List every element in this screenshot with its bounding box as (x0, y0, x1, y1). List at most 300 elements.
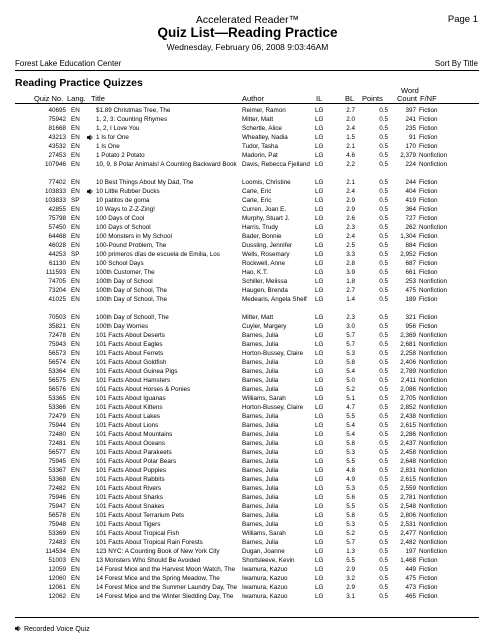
book-level: 2.9 (346, 584, 355, 591)
quiz-points: 0.5 (379, 395, 388, 402)
quiz-number: 56574 (48, 359, 66, 366)
word-count: 262 (405, 224, 416, 231)
quiz-title: 14 Forest Mice and the Summer Laundry Day, The (96, 584, 238, 591)
quiz-number: 75947 (48, 503, 66, 510)
fiction-type: Nonfiction (419, 359, 448, 366)
quiz-title: 100th Day Worries (96, 323, 149, 330)
book-level: 1.4 (346, 296, 355, 303)
table-row (0, 475, 495, 484)
quiz-number: 53365 (48, 395, 66, 402)
quiz-author: Barnes, Julia (242, 467, 279, 474)
book-level: 5.6 (346, 494, 355, 501)
quiz-points: 0.5 (379, 566, 388, 573)
fiction-type: Fiction (419, 260, 438, 267)
interest-level: LG (315, 404, 324, 411)
quiz-title: 100th Day of School (96, 278, 153, 285)
quiz-number: 81668 (48, 125, 66, 132)
quiz-points: 0.5 (379, 422, 388, 429)
book-level: 1.8 (346, 278, 355, 285)
col-fnf: F/NF (420, 94, 437, 103)
quiz-lang: EN (71, 458, 80, 465)
quiz-points: 0.5 (379, 467, 388, 474)
quiz-author: Barnes, Julia (242, 341, 279, 348)
quiz-points: 0.5 (379, 359, 388, 366)
quiz-points: 0.5 (379, 269, 388, 276)
quiz-number: 53368 (48, 476, 66, 483)
interest-level: LG (315, 440, 324, 447)
book-level: 3.1 (346, 593, 355, 600)
interest-level: LG (315, 386, 324, 393)
sort-label: Sort By Title (434, 59, 478, 68)
quiz-points: 0.5 (379, 197, 388, 204)
legend (15, 624, 90, 633)
quiz-number: 111593 (45, 269, 66, 276)
quiz-lang: EN (71, 125, 80, 132)
fiction-type: Nonfiction (419, 332, 448, 339)
table-row (0, 214, 495, 223)
quiz-points: 0.5 (379, 485, 388, 492)
fiction-type: Fiction (419, 134, 438, 141)
book-level: 5.3 (346, 485, 355, 492)
quiz-lang: EN (71, 539, 80, 546)
fiction-type: Fiction (419, 197, 438, 204)
quiz-lang: EN (71, 143, 80, 150)
interest-level: LG (315, 431, 324, 438)
quiz-number: 75946 (48, 494, 66, 501)
word-count: 2,531 (400, 521, 416, 528)
table-row (0, 430, 495, 439)
word-count: 2,437 (400, 440, 416, 447)
word-count: 2,369 (400, 332, 416, 339)
book-level: 2.9 (346, 566, 355, 573)
quiz-lang: EN (71, 188, 80, 195)
table-row (0, 259, 495, 268)
quiz-lang: EN (71, 350, 80, 357)
quiz-points: 0.5 (379, 287, 388, 294)
quiz-number: 12059 (48, 566, 66, 573)
quiz-title: 100 School Days (96, 260, 144, 267)
quiz-title: 100th Day of School, The (96, 296, 167, 303)
fiction-type: Nonfiction (419, 548, 448, 555)
book-level: 5.4 (346, 422, 355, 429)
fiction-type: Fiction (419, 296, 438, 303)
quiz-lang: EN (71, 341, 80, 348)
table-row (0, 466, 495, 475)
quiz-number: 74705 (48, 278, 66, 285)
interest-level: LG (315, 206, 324, 213)
fiction-type: Fiction (419, 242, 438, 249)
quiz-lang: SP (71, 197, 80, 204)
book-level: 2.9 (346, 197, 355, 204)
quiz-lang: EN (71, 332, 80, 339)
table-row (0, 574, 495, 583)
word-count: 2,548 (400, 503, 416, 510)
fiction-type: Nonfiction (419, 476, 448, 483)
quiz-number: 75942 (48, 116, 66, 123)
quiz-lang: EN (71, 359, 80, 366)
quiz-lang: EN (71, 593, 80, 600)
table-row (0, 331, 495, 340)
table-row (0, 538, 495, 547)
table-row (0, 439, 495, 448)
quiz-number: 72478 (48, 332, 66, 339)
book-level: 2.0 (346, 116, 355, 123)
quiz-number: 72481 (48, 440, 66, 447)
quiz-points: 0.5 (379, 476, 388, 483)
quiz-lang: EN (71, 179, 80, 186)
book-level: 3.3 (346, 251, 355, 258)
word-count: 321 (405, 314, 416, 321)
quiz-lang: EN (71, 584, 80, 591)
book-level: 5.7 (346, 332, 355, 339)
fiction-type: Fiction (419, 593, 438, 600)
word-count: 2,681 (400, 341, 416, 348)
table-row (0, 151, 495, 160)
quiz-number: 75798 (48, 215, 66, 222)
quiz-author: Dugan, Joanne (242, 548, 285, 555)
interest-level: LG (315, 251, 324, 258)
book-level: 5.3 (346, 350, 355, 357)
interest-level: LG (315, 449, 324, 456)
table-row (0, 565, 495, 574)
book-level: 5.8 (346, 440, 355, 447)
book-level: 5.8 (346, 512, 355, 519)
quiz-number: 75948 (48, 521, 66, 528)
quiz-number: 103833 (44, 188, 66, 195)
quiz-author: Madorin, Pat (242, 152, 278, 159)
quiz-lang: EN (71, 449, 80, 456)
quiz-points: 0.5 (379, 215, 388, 222)
quiz-author: Barnes, Julia (242, 539, 279, 546)
table-row (0, 268, 495, 277)
quiz-author: Iwamura, Kazuo (242, 584, 288, 591)
table-row (0, 223, 495, 232)
report-datetime: Wednesday, February 06, 2008 9:03:46AM (166, 42, 329, 52)
quiz-points: 0.5 (379, 521, 388, 528)
quiz-number: 56577 (48, 449, 66, 456)
quiz-points: 0.5 (379, 107, 388, 114)
quiz-points: 0.5 (379, 350, 388, 357)
table-row (0, 421, 495, 430)
quiz-points: 0.5 (379, 593, 388, 600)
word-count: 2,379 (400, 152, 416, 159)
interest-level: LG (315, 233, 324, 240)
interest-level: LG (315, 179, 324, 186)
interest-level: LG (315, 377, 324, 384)
quiz-number: 12060 (48, 575, 66, 582)
interest-level: LG (315, 143, 324, 150)
quiz-lang: EN (71, 512, 80, 519)
quiz-number: 103833 (44, 197, 66, 204)
section-title: Reading Practice Quizzes (15, 77, 143, 89)
table-row (0, 133, 495, 142)
word-count: 2,806 (400, 512, 416, 519)
book-level: 2.7 (346, 287, 355, 294)
word-count: 2,411 (400, 377, 416, 384)
quiz-title: 101 Facts About Eagles (96, 341, 163, 348)
fiction-type: Nonfiction (419, 449, 448, 456)
quiz-author: Schiller, Melissa (242, 278, 288, 285)
quiz-title: $1.89 Christmas Tree, The (96, 107, 171, 114)
table-row (0, 385, 495, 394)
word-count: 244 (405, 179, 416, 186)
fiction-type: Nonfiction (419, 422, 448, 429)
quiz-points: 0.5 (379, 278, 388, 285)
quiz-points: 0.5 (379, 368, 388, 375)
quiz-title: 101 Facts About Deserts (96, 332, 165, 339)
word-count: 2,781 (400, 494, 416, 501)
fiction-type: Nonfiction (419, 224, 448, 231)
quiz-points: 0.5 (379, 386, 388, 393)
quiz-author: Wells, Rosemary (242, 251, 290, 258)
table-row (0, 547, 495, 556)
quiz-author: Barnes, Julia (242, 413, 279, 420)
fiction-type: Nonfiction (419, 530, 448, 537)
table-row (0, 412, 495, 421)
word-count: 253 (405, 278, 416, 285)
table-row (0, 511, 495, 520)
book-level: 1.3 (346, 548, 355, 555)
quiz-author: Barnes, Julia (242, 494, 279, 501)
quiz-title: 100th Day of School!, The (96, 314, 169, 321)
quiz-title: 101 Facts About Iguanas (96, 395, 166, 402)
quiz-number: 53364 (48, 368, 66, 375)
quiz-author: Iwamura, Kazuo (242, 566, 288, 573)
word-count: 956 (405, 323, 416, 330)
quiz-title: 101 Facts About Guinea Pigs (96, 368, 178, 375)
quiz-lang: EN (71, 431, 80, 438)
fiction-type: Fiction (419, 269, 438, 276)
table-row (0, 493, 495, 502)
fiction-type: Nonfiction (419, 431, 448, 438)
interest-level: LG (315, 485, 324, 492)
fiction-type: Fiction (419, 206, 438, 213)
quiz-points: 0.5 (379, 512, 388, 519)
quiz-title: 100 Monsters in My School (96, 233, 172, 240)
book-level: 2.6 (346, 215, 355, 222)
table-row (0, 196, 495, 205)
quiz-lang: EN (71, 476, 80, 483)
word-count: 404 (405, 188, 416, 195)
quiz-title: 101 Facts About Puppies (96, 467, 167, 474)
quiz-lang: EN (71, 503, 80, 510)
quiz-points: 0.5 (379, 530, 388, 537)
fiction-type: Fiction (419, 323, 438, 330)
quiz-title: 13 Monsters Who Should Be Avoided (96, 557, 201, 564)
table-row (0, 160, 495, 178)
table-row (0, 115, 495, 124)
book-level: 3.2 (346, 575, 355, 582)
quiz-lang: EN (71, 368, 80, 375)
quiz-title: 101 Facts About Kittens (96, 404, 163, 411)
interest-level: LG (315, 314, 324, 321)
quiz-lang: EN (71, 269, 80, 276)
quiz-points: 0.5 (379, 125, 388, 132)
fiction-type: Nonfiction (419, 512, 448, 519)
table-row (0, 403, 495, 412)
quiz-points: 0.5 (379, 260, 388, 267)
quiz-number: 42855 (48, 206, 66, 213)
fiction-type: Nonfiction (419, 494, 448, 501)
fiction-type: Fiction (419, 125, 438, 132)
word-count: 884 (405, 242, 416, 249)
quiz-number: 44253 (48, 251, 66, 258)
interest-level: LG (315, 287, 324, 294)
interest-level: LG (315, 521, 324, 528)
quiz-title: 123 NYC: A Counting Book of New York City (96, 548, 220, 555)
book-level: 5.5 (346, 458, 355, 465)
interest-level: LG (315, 215, 324, 222)
quiz-author: Barnes, Julia (242, 449, 279, 456)
quiz-author: Bader, Bonnie (242, 233, 282, 240)
fiction-type: Fiction (419, 251, 438, 258)
word-count: 473 (405, 584, 416, 591)
quiz-title: 101 Facts About Terrarium Pets (96, 512, 185, 519)
quiz-number: 57450 (48, 224, 66, 231)
report-title: Quiz List—Reading Practice (157, 25, 338, 40)
fiction-type: Fiction (419, 566, 438, 573)
interest-level: LG (315, 467, 324, 474)
word-count: 2,615 (400, 476, 416, 483)
word-count: 419 (405, 197, 416, 204)
quiz-title: 10 Best Things About My Dad, The (96, 179, 194, 186)
table-row (0, 367, 495, 376)
quiz-points: 0.5 (379, 557, 388, 564)
interest-level: LG (315, 503, 324, 510)
book-level: 4.7 (346, 404, 355, 411)
interest-level: LG (315, 350, 324, 357)
quiz-author: Cuyler, Margery (242, 323, 287, 330)
interest-level: LG (315, 224, 324, 231)
fiction-type: Nonfiction (419, 152, 448, 159)
quiz-author: Iwamura, Kazuo (242, 593, 288, 600)
quiz-title: 101 Facts About Parakeets (96, 449, 172, 456)
quiz-number: 114534 (45, 548, 66, 555)
quiz-number: 75945 (48, 458, 66, 465)
fiction-type: Nonfiction (419, 539, 448, 546)
interest-level: LG (315, 359, 324, 366)
quiz-author: Barnes, Julia (242, 431, 279, 438)
quiz-points: 0.5 (379, 152, 388, 159)
table-row (0, 232, 495, 241)
quiz-points: 0.5 (379, 242, 388, 249)
quiz-author: Barnes, Julia (242, 440, 279, 447)
word-count: 197 (405, 548, 416, 555)
fiction-type: Nonfiction (419, 341, 448, 348)
fiction-type: Nonfiction (419, 404, 448, 411)
quiz-number: 75943 (48, 341, 66, 348)
table-row (0, 457, 495, 466)
book-level: 2.5 (346, 242, 355, 249)
word-count: 2,086 (400, 386, 416, 393)
quiz-lang: EN (71, 278, 80, 285)
quiz-title: 101 Facts About Tropical Rain Forests (96, 539, 203, 546)
quiz-title: 100 Days of Cool (96, 215, 145, 222)
book-level: 5.3 (346, 521, 355, 528)
quiz-author: Barnes, Julia (242, 476, 279, 483)
fiction-type: Fiction (419, 557, 438, 564)
word-count: 2,952 (400, 251, 416, 258)
interest-level: LG (315, 161, 324, 168)
col-title: Title (91, 94, 105, 103)
fiction-type: Nonfiction (419, 161, 448, 168)
quiz-number: 27453 (48, 152, 66, 159)
quiz-lang: EN (71, 548, 80, 555)
fiction-type: Nonfiction (419, 467, 448, 474)
quiz-number: 53367 (48, 467, 66, 474)
book-level: 5.1 (346, 395, 355, 402)
quiz-title: 10 Ways to Z-Z-Zing! (96, 206, 155, 213)
quiz-author: Barnes, Julia (242, 458, 279, 465)
quiz-number: 72483 (48, 539, 66, 546)
quiz-number: 61130 (48, 260, 66, 267)
quiz-number: 43532 (48, 143, 66, 150)
quiz-title: 101 Facts About Snakes (96, 503, 165, 510)
quiz-author: Barnes, Julia (242, 485, 279, 492)
word-count: 189 (405, 296, 416, 303)
word-count: 364 (405, 206, 416, 213)
quiz-title: 14 Forest Mice and the Spring Meadow, The (96, 575, 220, 582)
quiz-lang: EN (71, 485, 80, 492)
quiz-number: 40695 (48, 107, 66, 114)
quiz-lang: EN (71, 413, 80, 420)
book-level: 5.8 (346, 359, 355, 366)
book-level: 2.9 (346, 206, 355, 213)
quiz-author: Williams, Sarah (242, 395, 286, 402)
quiz-number: 41025 (48, 296, 66, 303)
quiz-points: 0.5 (379, 440, 388, 447)
word-count: 224 (405, 161, 416, 168)
quiz-title: 100 primeros días de escuela de Emilia, Los (96, 251, 220, 258)
quiz-number: 75944 (48, 422, 66, 429)
fiction-type: Nonfiction (419, 458, 448, 465)
interest-level: LG (315, 494, 324, 501)
book-level: 2.4 (346, 188, 355, 195)
quiz-title: 10, 9, 8 Polar Animals! A Counting Backward Book (96, 161, 237, 168)
quiz-title: 101 Facts About Horses & Ponies (96, 386, 191, 393)
quiz-lang: EN (71, 422, 80, 429)
quiz-author: Horton-Bussey, Claire (242, 404, 304, 411)
table-row (0, 106, 495, 115)
table-row (0, 178, 495, 187)
quiz-lang: EN (71, 521, 80, 528)
quiz-author: Harris, Trudy (242, 224, 279, 231)
quiz-points: 0.5 (379, 413, 388, 420)
quiz-points: 0.5 (379, 539, 388, 546)
page-number: Page 1 (447, 14, 478, 25)
quiz-author: Barnes, Julia (242, 503, 279, 510)
fiction-type: Fiction (419, 314, 438, 321)
word-count: 2,789 (400, 368, 416, 375)
interest-level: LG (315, 458, 324, 465)
book-level: 4.9 (346, 476, 355, 483)
word-count: 475 (405, 575, 416, 582)
word-count: 2,852 (400, 404, 416, 411)
quiz-number: 72479 (48, 413, 66, 420)
quiz-number: 72480 (48, 431, 66, 438)
quiz-lang: EN (71, 161, 80, 168)
book-level: 5.4 (346, 368, 355, 375)
quiz-title: 14 Forest Mice and the Harvest Moon Watch, The (96, 566, 235, 573)
quiz-lang: EN (71, 206, 80, 213)
quiz-number: 35821 (48, 323, 66, 330)
quiz-lang: EN (71, 134, 80, 141)
quiz-author: Williams, Sarah (242, 530, 286, 537)
quiz-number: 46028 (48, 242, 66, 249)
word-count: 2,705 (400, 395, 416, 402)
quiz-author: Mitter, Matt (242, 314, 274, 321)
interest-level: LG (315, 332, 324, 339)
